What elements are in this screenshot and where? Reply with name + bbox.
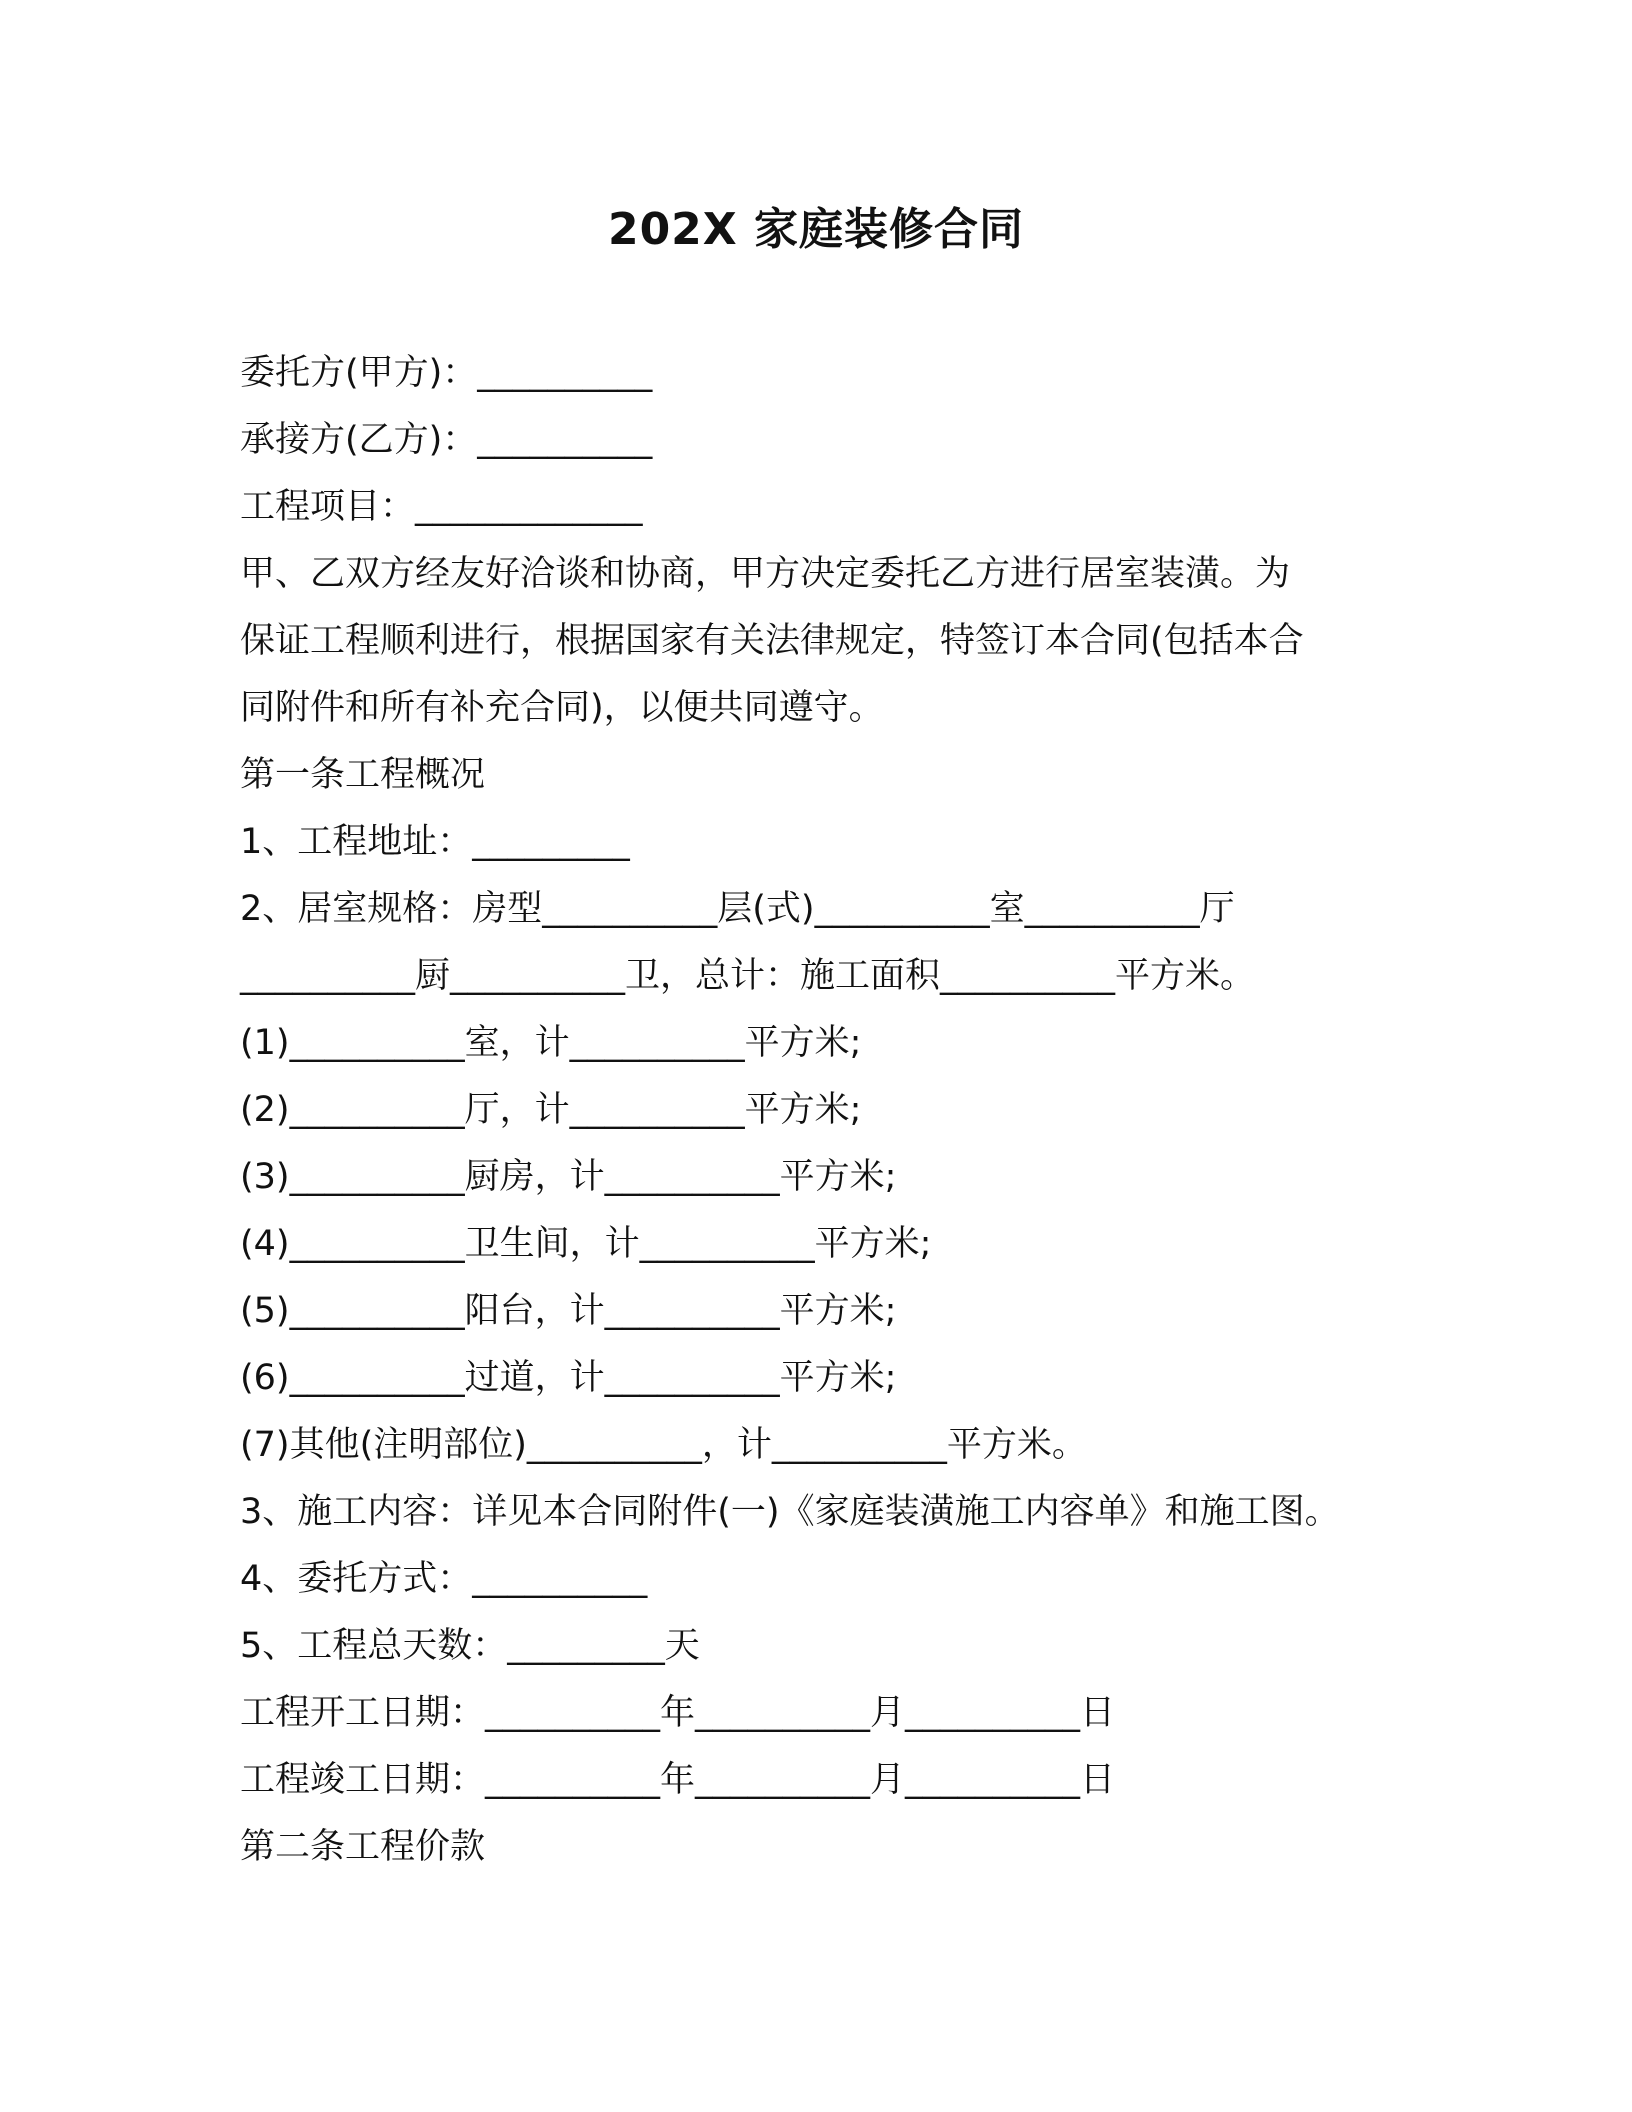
commission-method-line: 4、委托方式：__________ — [240, 1559, 648, 1599]
area-item-6: (6)__________过道，计__________平方米; — [240, 1358, 897, 1398]
area-item-5: (5)__________阳台，计__________平方米; — [240, 1291, 897, 1331]
area-item-4: (4)__________卫生间，计__________平方米; — [240, 1224, 932, 1264]
document-title: 202X 家庭装修合同 — [607, 204, 1025, 255]
area-item-7: (7)其他(注明部位)__________，计__________平方米。 — [240, 1425, 1087, 1465]
room-spec-line-2: __________厨__________卫，总计：施工面积__________平方米。 — [240, 956, 1256, 996]
preamble-line-3: 同附件和所有补充合同)，以便共同遵守。 — [240, 688, 884, 728]
total-days-line: 5、工程总天数：_________天 — [240, 1626, 700, 1666]
room-spec-line-1: 2、居室规格：房型__________层(式)__________室__________厅 — [240, 889, 1235, 929]
preamble-line-2: 保证工程顺利进行，根据国家有关法律规定，特签订本合同(包括本合 — [240, 621, 1304, 661]
area-item-1: (1)__________室，计__________平方米; — [240, 1023, 862, 1063]
contract-body — [240, 340, 1400, 1881]
preamble-line-1: 甲、乙双方经友好洽谈和协商，甲方决定委托乙方进行居室装潢。为 — [240, 554, 1291, 594]
article-1-heading: 第一条工程概况 — [240, 755, 486, 795]
construction-content-line: 3、施工内容：详见本合同附件(一)《家庭装潢施工内容单》和施工图。 — [240, 1492, 1340, 1532]
contractor-party-line: 承接方(乙方)：__________ — [240, 420, 653, 460]
start-date-line: 工程开工日期：__________年__________月__________日 — [240, 1693, 1116, 1733]
client-party-line: 委托方(甲方)：__________ — [240, 353, 653, 393]
area-item-3: (3)__________厨房，计__________平方米; — [240, 1157, 897, 1197]
article-2-heading: 第二条工程价款 — [240, 1827, 486, 1867]
completion-date-line: 工程竣工日期：__________年__________月__________日 — [240, 1760, 1116, 1800]
project-line: 工程项目：_____________ — [240, 487, 643, 527]
area-item-2: (2)__________厅，计__________平方米; — [240, 1090, 862, 1130]
project-address-line: 1、工程地址：_________ — [240, 822, 630, 862]
